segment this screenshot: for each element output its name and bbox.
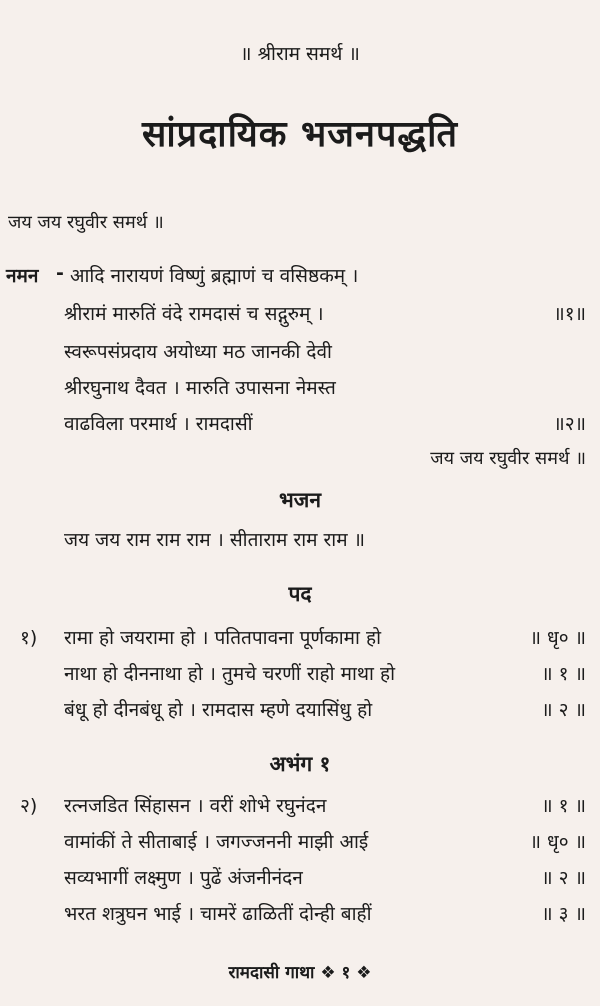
abhang-line: भरत शत्रुघन भाई । चामरें ढाळितीं दोन्ही बाहीं [64,903,372,925]
naman-closing: जय जय रघुवीर समर्थ ॥ [430,448,586,469]
item-index: १) [20,627,38,649]
naman-line: श्रीरामं मारुतिं वंदे रामदासं च सद्गुरुम् । [64,303,324,325]
page-title: सांप्रदायिक भजनपद्धति [141,114,459,155]
pad-line: बंधू हो दीनबंधू हो । रामदास म्हणे दयासिंधु हो [64,699,373,721]
abhang-line: सव्यभागीं लक्ष्मुण । पुढें अंजनीनंदन [64,867,303,889]
naman-line: वाढविला परमार्थ । रामदासीं [64,413,253,435]
abhang-line: रत्नजडित सिंहासन । वरीं शोभे रघुनंदन [64,795,327,817]
verse-number: ॥ धृ० ॥ [529,831,586,853]
verse-number: ॥१॥ [553,303,586,325]
verse-number: ॥ २ ॥ [541,867,586,889]
section-heading: पद [288,582,312,606]
page-footer: रामदासी गाथा ❖ १ ❖ [228,963,372,983]
naman-line: श्रीरघुनाथ दैवत । मारुति उपासना नेमस्त [64,377,336,399]
naman-line: स्वरूपसंप्रदाय अयोध्या मठ जानकी देवी [64,341,332,363]
pad-line: रामा हो जयरामा हो । पतितपावना पूर्णकामा हो [64,627,382,649]
invocation: ॥ श्रीराम समर्थ ॥ [240,43,360,65]
verse-number: ॥ धृ० ॥ [529,627,586,649]
verse-number: ॥ १ ॥ [541,795,586,817]
item-index: २) [20,795,38,817]
intro-line: जय जय रघुवीर समर्थ ॥ [8,212,164,233]
verse-number: ॥ ३ ॥ [541,903,586,925]
verse-number: ॥ २ ॥ [541,699,586,721]
naman-label: नमन [6,265,39,287]
naman-dash: - [56,262,64,284]
section-heading: भजन [279,488,321,512]
abhang-line: वामांकीं ते सीताबाई । जगज्जननी माझी आई [64,831,369,853]
bhajan-line: जय जय राम राम राम । सीताराम राम राम ॥ [64,529,366,551]
pad-line: नाथा हो दीननाथा हो । तुमचे चरणीं राहो माथा हो [64,663,395,685]
section-heading: अभंग १ [269,752,331,776]
verse-number: ॥२॥ [553,413,586,435]
naman-line: आदि नारायणं विष्णुं ब्रह्माणं च वसिष्ठकम् । [70,265,359,287]
verse-number: ॥ १ ॥ [541,663,586,685]
